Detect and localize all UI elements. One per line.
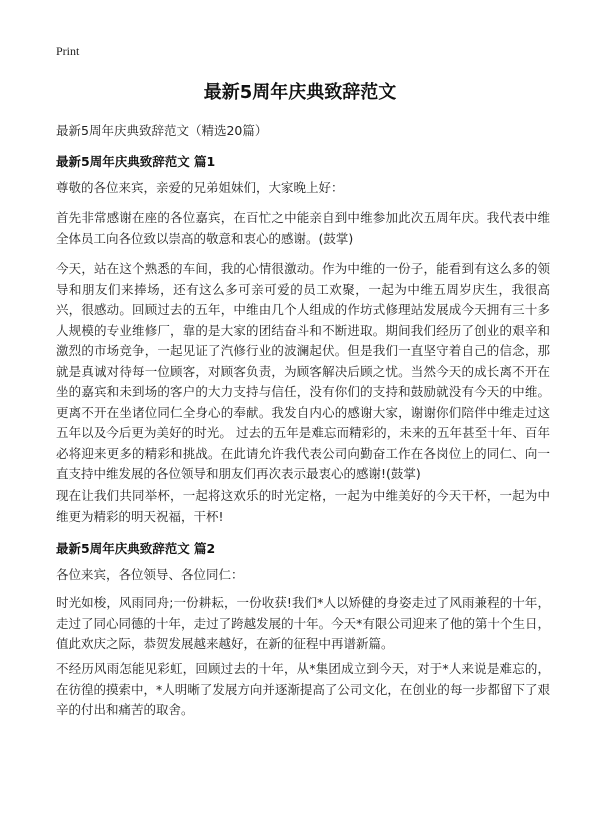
section-2-paragraph-3: 不经历风雨怎能见彩虹，回顾过去的十年，从*集团成立到今天，对于*人来说是难忘的，在彷徨的摸索中，*人明晰了发展方向并逐渐提高了公司文化，在创业的每一步都留下了艰辛的付出和痛苦的取舍。 (56, 661, 550, 717)
page-title: 最新5周年庆典致辞范文 (203, 82, 397, 103)
print-link[interactable]: Print (56, 44, 80, 58)
section-heading-2: 最新5周年庆典致辞范文 篇2 (56, 541, 216, 556)
section-1-paragraph-4: 现在让我们共同举杯，一起将这欢乐的时光定格，一起为中维美好的今天干杯，一起为中维更为精彩的明天祝福，干杯! (56, 488, 550, 524)
section-1-paragraph-1: 尊敬的各位来宾，亲爱的兄弟姐妹们，大家晚上好： (56, 180, 344, 195)
document-subtitle: 最新5周年庆典致辞范文（精选20篇） (56, 123, 268, 138)
section-1-paragraph-3: 今天，站在这个熟悉的车间，我的心情很激动。作为中维的一份子，能看到有这么多的领导和朋友们来捧场，还有这么多可亲可爱的员工欢聚，一起为中维五周岁庆生，我很高兴，很感动。回顾过去的五年，中维由几个人组成的作坊式修理站发展成今天拥有三十多人规模的专业维修厂，靠的是大家的团结奋斗和不断进取。期间我们经历了创业的艰辛和激烈的市场竞争，一起见证了汽修行业的波澜起伏。但是我们一直坚守着自己的信念，那就是真诚对待每一位顾客，对顾客负责，为顾客解决后顾之忧。当然今天的成长离不开在坐的嘉宾和未到场的客户的大力支持与信任，没有你们的支持和鼓励就没有今天的中维。更离不开在坐诸位同仁全身心的奉献。我发自内心的感谢大家，谢谢你们陪伴中维走过这五年以及今后更为美好的时光。 过去的五年是难忘而精彩的，未来的五年甚至十年、百年必将迎来更多的精彩和挑战。在此请允许我代表公司向勤奋工作在各岗位上的同仁、向一直支持中维发展的各位领导和朋友们再次表示最衷心的感谢!(鼓掌) (56, 261, 550, 481)
section-2-paragraph-1: 各位来宾，各位领导、各位同仁： (56, 567, 244, 582)
section-1-paragraph-2: 首先非常感谢在座的各位嘉宾，在百忙之中能亲自到中维参加此次五周年庆。我代表中维全体员工向各位致以崇高的敬意和衷心的感谢。(鼓掌) (56, 210, 550, 246)
section-2-paragraph-2: 时光如梭，风雨同舟;一份耕耘，一份收获!我们*人以矫健的身姿走过了风雨兼程的十年，走过了同心同德的十年，走过了跨越发展的十年。今天*有限公司迎来了他的第十个生日，值此欢庆之际，恭贺发展越来越好，在新的征程中再谱新篇。 (56, 595, 550, 651)
section-heading-1: 最新5周年庆典致辞范文 篇1 (56, 154, 216, 169)
